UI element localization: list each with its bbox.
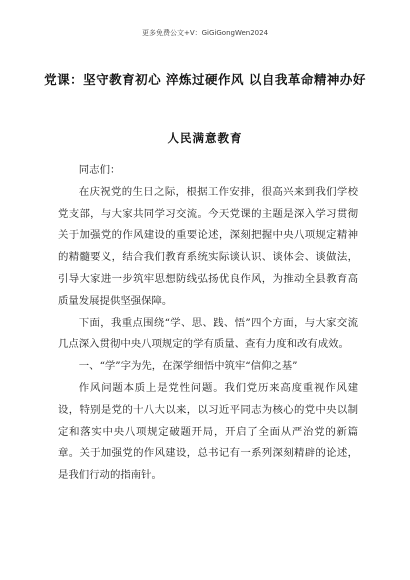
header-note: 更多免费公文+V：GiGiGongWen2024 (141, 29, 269, 37)
section-heading-1: 一、“学”字为先，在深学细悟中筑牢“信仰之基” (78, 360, 298, 373)
document-body (58, 160, 358, 487)
salutation: 同志们： (78, 164, 121, 176)
paragraph-intro: 在庆祝党的生日之际，根据工作安排，很高兴来到我们学校党支部，与大家共同学习交流。今天党课的主题是深入学习贯彻关于加强党的作风建设的重要论述，深刻把握中央八项规定精神的精髓要义，结合我们教育系统实际谈认识、谈体会、谈做法，引导大家进一步筑牢思想防线弘扬优良作风，为推动全县教育高质量发展提供坚强保障。 (58, 185, 358, 307)
paragraph-section-1: 作风问题本质上是党性问题。我们党历来高度重视作风建设，特别是党的十八大以来，以习近平同志为核心的党中央以制定和落实中央八项规定破题开局，开启了全面从严治党的新篇章。关于加强党的作风建设，总书记有一系列深刻精辟的论述，是我们行动的指南针。 (58, 381, 358, 482)
document-title: 党课：坚守教育初心 淬炼过硬作风 以自我革命精神办好 (44, 72, 366, 87)
document-subtitle: 人民满意教育 (167, 131, 243, 145)
paragraph-outline: 下面，我重点围绕“学、思、践、悟”四个方面，与大家交流几点深入贯彻中央八项规定的学有质量、查有力度和改有成效。 (58, 316, 358, 351)
